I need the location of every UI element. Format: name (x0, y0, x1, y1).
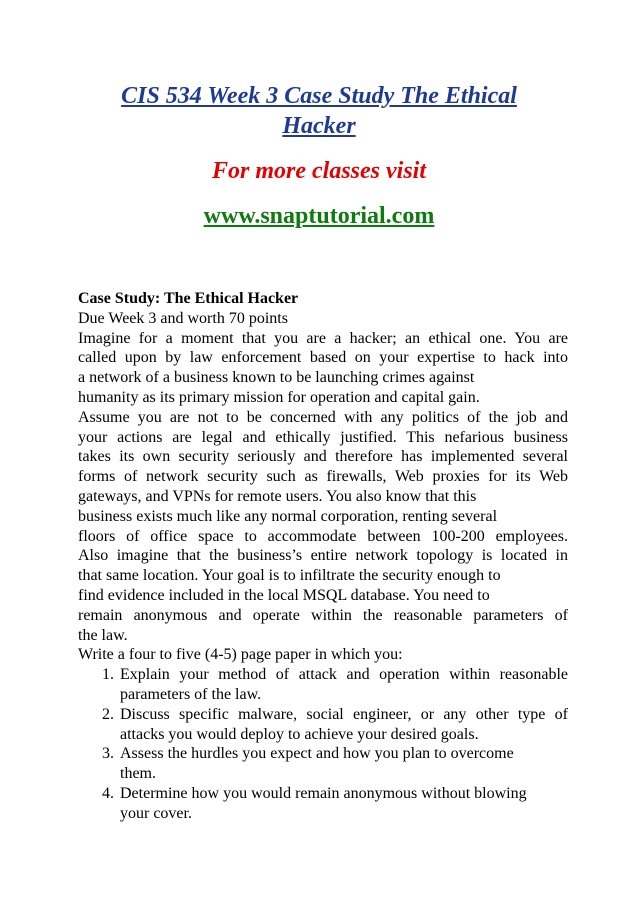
list-item-line: Discuss specific malware, social engineer, or any other type of (120, 705, 568, 723)
site-link[interactable]: www.snaptutorial.com (203, 203, 435, 229)
requirements-list (78, 665, 568, 823)
list-item-number: 3. (102, 745, 114, 763)
paragraph-line: your actions are legal and ethically justified. This nefarious business (78, 428, 568, 446)
instruction-line: Write a four to five (4-5) page paper in which you: (78, 646, 403, 664)
list-item-line: attacks you would deploy to achieve your desired goals. (120, 725, 479, 743)
paragraph-line: gateways, and VPNs for remote users. You also know that this (78, 487, 477, 505)
paragraph-line: the law. (78, 626, 128, 644)
paragraph-line: Imagine for a moment that you are a hacker; an ethical one. You are (78, 329, 568, 347)
paragraph-line: remain anonymous and operate within the reasonable parameters of (78, 606, 568, 624)
list-item-line: Determine how you would remain anonymous without blowing (120, 784, 527, 802)
list-item-line: your cover. (120, 804, 192, 822)
paragraph-line: Also imagine that the business’s entire network topology is located in (78, 547, 568, 565)
list-item-line: Explain your method of attack and operation within reasonable (120, 666, 568, 684)
paragraph-line: that same location. Your goal is to infiltrate the security enough to (78, 567, 501, 585)
paragraph-line: takes its own security seriously and therefore has implemented several (78, 448, 568, 466)
list-item (78, 744, 568, 784)
list-item (78, 705, 568, 745)
promo-text: For more classes visit (212, 158, 426, 184)
paragraph-line: called upon by law enforcement based on your expertise to hack into (78, 349, 568, 367)
paragraph-line: forms of network security such as firewalls, Web proxies for its Web (78, 468, 568, 486)
site-link-wrapper (0, 201, 638, 231)
due-line: Due Week 3 and worth 70 points (78, 309, 288, 327)
list-item-number: 2. (102, 705, 114, 723)
list-item-number: 4. (102, 784, 114, 802)
description-paragraph (78, 329, 568, 646)
paragraph-line: a network of a business known to be launching crimes against (78, 369, 475, 387)
document-body (78, 289, 568, 824)
list-item-line: parameters of the law. (120, 685, 262, 703)
list-item-line: Assess the hurdles you expect and how you plan to overcome (120, 745, 514, 763)
list-item-number: 1. (102, 666, 114, 684)
paragraph-line: find evidence included in the local MSQL database. You need to (78, 586, 490, 604)
page-title-line-2: Hacker (282, 113, 356, 139)
paragraph-line: business exists much like any normal corporation, renting several (78, 507, 498, 525)
list-item (78, 665, 568, 705)
paragraph-line: humanity as its primary mission for operation and capital gain. (78, 388, 480, 406)
page-title-line-1: CIS 534 Week 3 Case Study The Ethical (121, 83, 517, 109)
case-study-heading: Case Study: The Ethical Hacker (78, 290, 299, 307)
paragraph-line: floors of office space to accommodate between 100-200 employees. (78, 527, 568, 545)
list-item (78, 784, 568, 824)
list-item-line: them. (120, 765, 156, 783)
paragraph-line: Assume you are not to be concerned with any politics of the job and (78, 408, 568, 426)
